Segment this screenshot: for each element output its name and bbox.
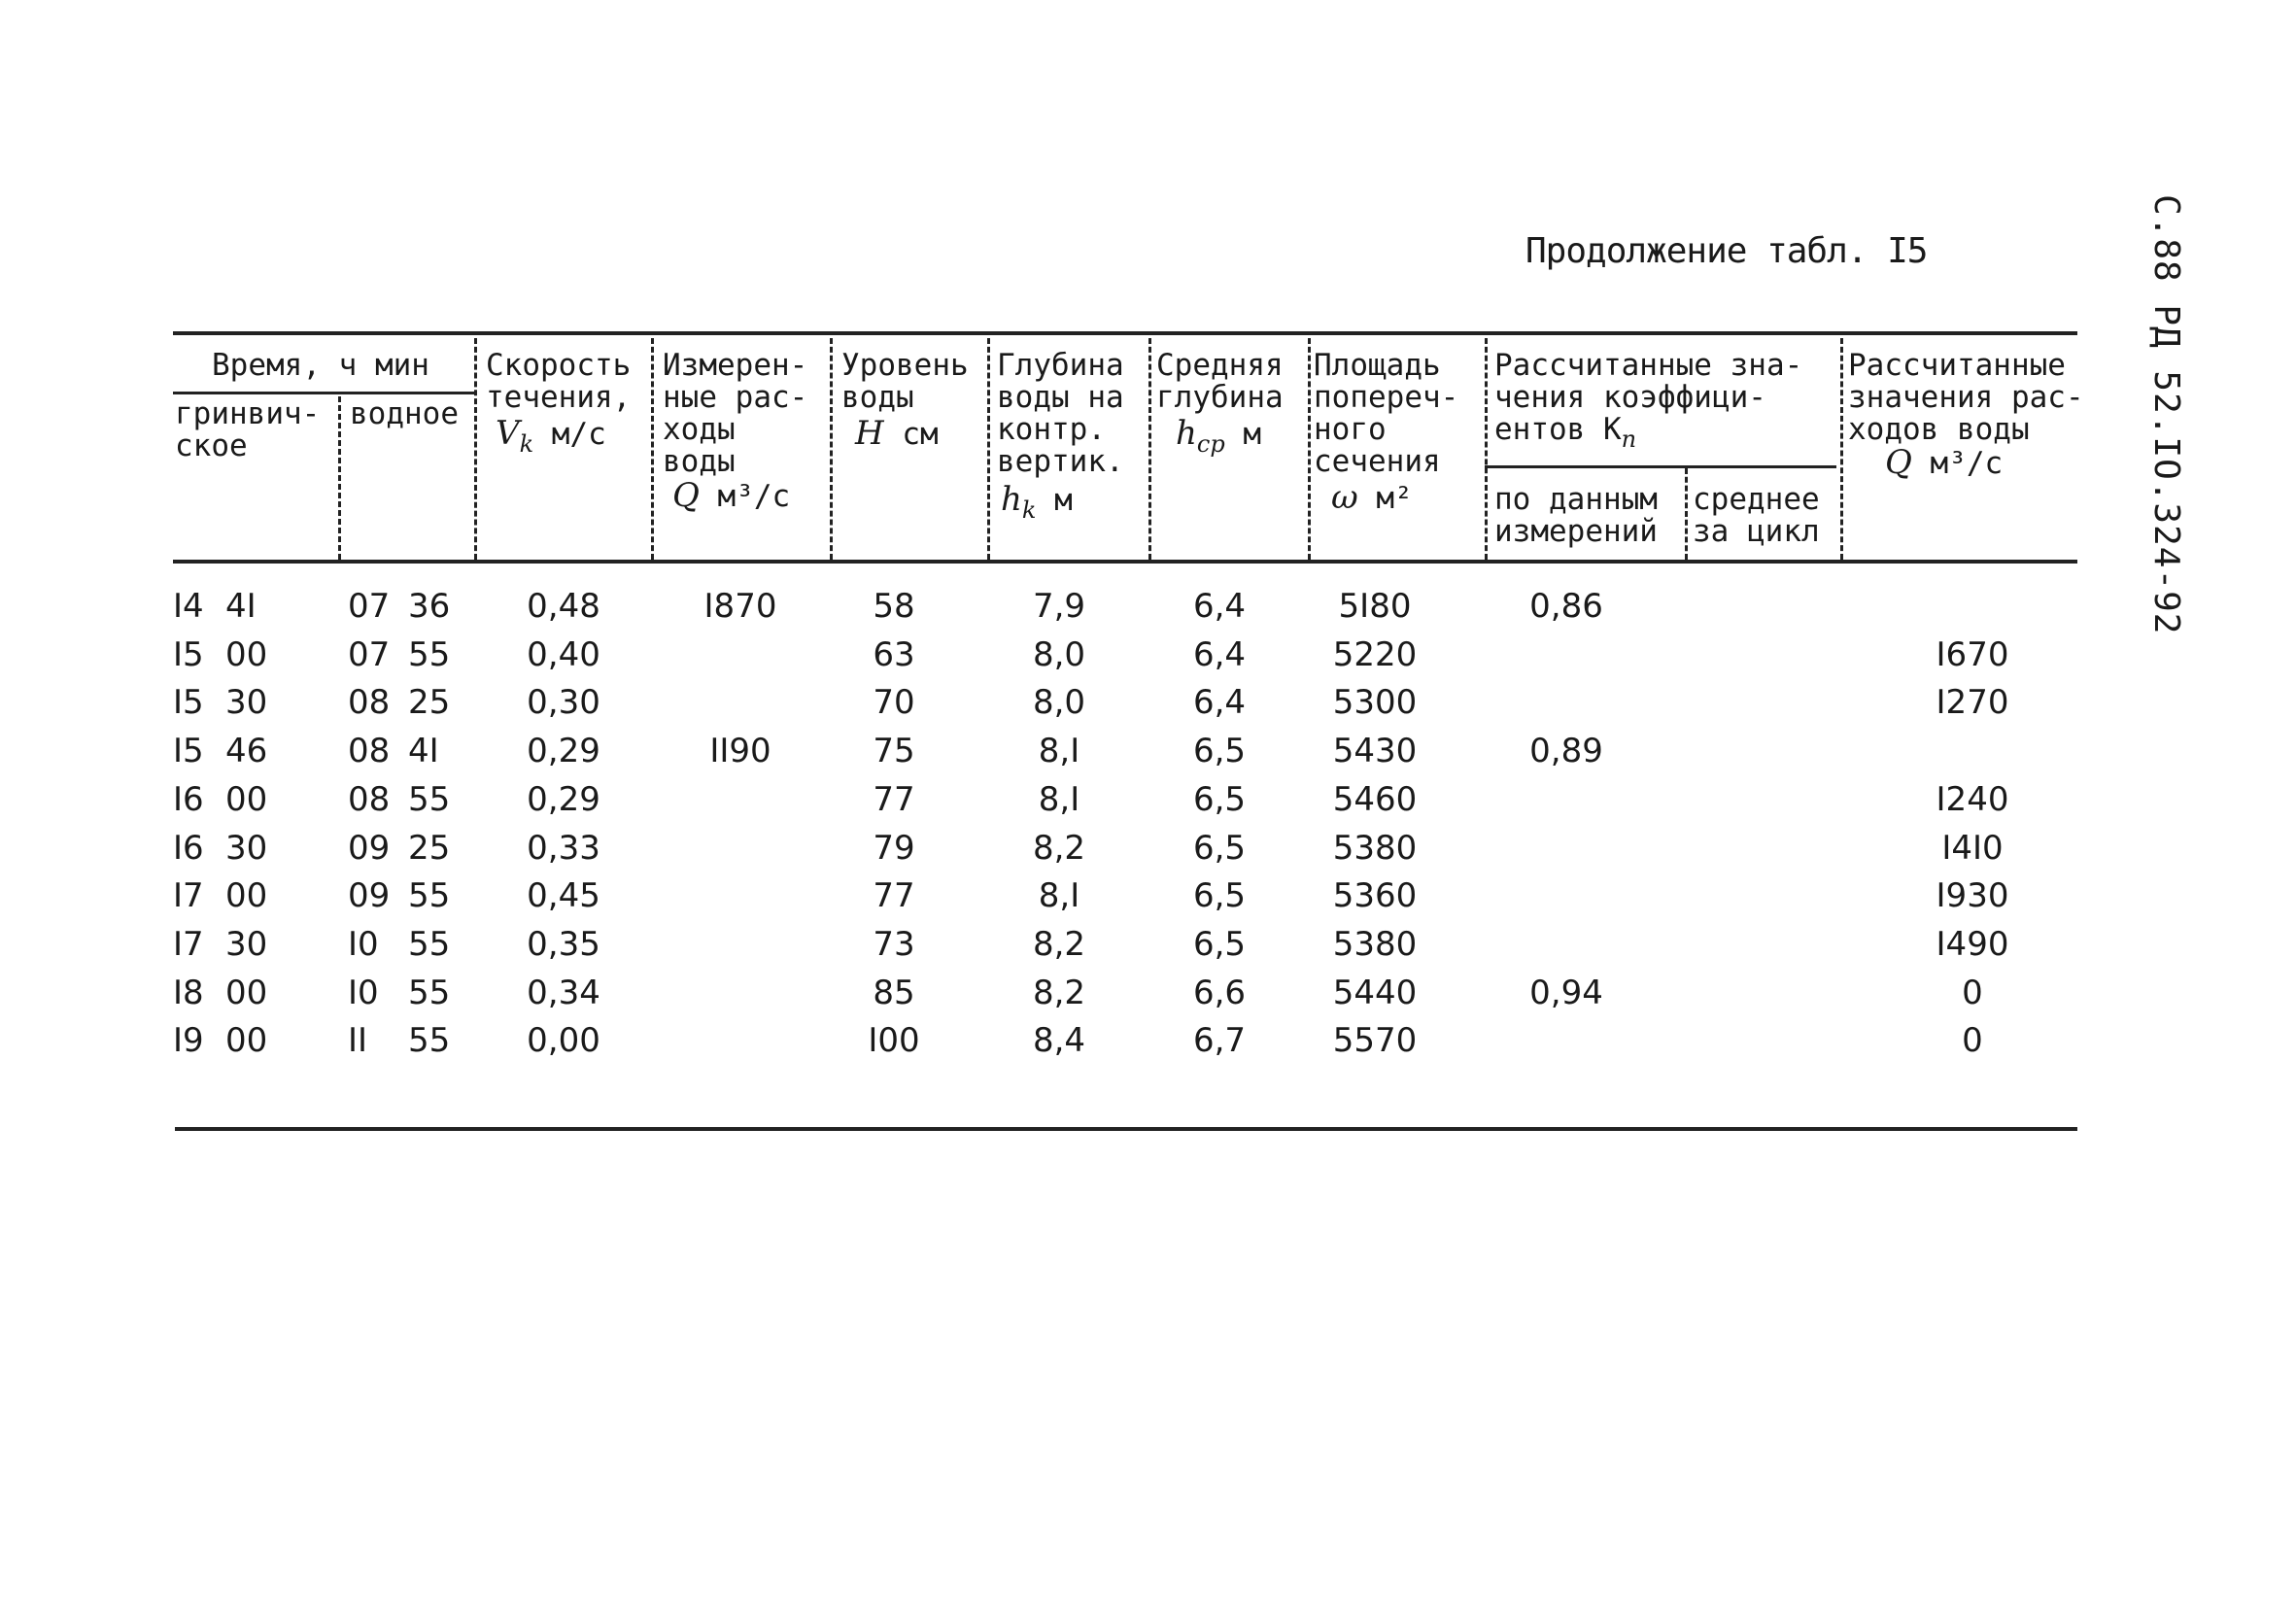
- cell-w_h: 09: [348, 876, 391, 916]
- coef-subscript: n: [1621, 426, 1637, 453]
- cell-v: 0,29: [527, 732, 600, 771]
- cell-qc: I270: [1936, 683, 2009, 723]
- cell-area: 5570: [1332, 1021, 1418, 1061]
- header-greenwich: гринвич- ское: [175, 396, 321, 463]
- cell-g_m: 00: [225, 973, 268, 1012]
- header-water-time: водное: [350, 396, 459, 431]
- cell-w_m: 55: [408, 634, 451, 674]
- cell-g_m: 30: [225, 683, 268, 723]
- cell-h: 70: [873, 683, 915, 723]
- cell-h: I00: [868, 1021, 920, 1061]
- cell-area: 5430: [1332, 732, 1418, 771]
- depth-unit: м: [1054, 483, 1073, 518]
- col-separator: [338, 396, 341, 560]
- header-area: Площадь попереч- ного сечения: [1314, 348, 1459, 479]
- cell-q: I870: [703, 587, 777, 626]
- velocity-subscript: k: [519, 430, 534, 458]
- cell-g_m: 30: [225, 924, 268, 964]
- cell-hk: 8,2: [1032, 973, 1086, 1012]
- header-area-unit: [1331, 478, 1413, 517]
- cell-hk: 8,I: [1038, 779, 1080, 819]
- cell-hk: 7,9: [1032, 587, 1086, 626]
- cell-area: 5300: [1332, 683, 1418, 723]
- header-mean-depth-unit: [1176, 414, 1262, 461]
- header-bottom-rule: [173, 560, 2077, 564]
- level-unit: см: [902, 417, 939, 452]
- cell-g_m: 46: [225, 732, 268, 771]
- cell-hk: 8,2: [1032, 828, 1086, 868]
- cell-g_m: 00: [225, 634, 268, 674]
- cell-g_h: I7: [173, 924, 204, 964]
- col-separator: [651, 338, 654, 560]
- header-coef-group: Рассчитанные зна- чения коэффици- ентов $К_n$: [1494, 348, 1803, 453]
- cell-w_h: I0: [348, 924, 379, 964]
- cell-area: 5440: [1332, 973, 1418, 1012]
- cell-g_h: I6: [173, 779, 204, 819]
- calc-discharge-symbol: Q: [1885, 443, 1912, 482]
- table-top-rule: [173, 331, 2077, 335]
- cell-area: 5I80: [1338, 587, 1412, 626]
- table-bottom-rule: [175, 1127, 2077, 1131]
- cell-hk: 8,0: [1032, 634, 1086, 674]
- level-symbol: H: [855, 414, 884, 453]
- header-measured-unit: [672, 476, 791, 515]
- mean-depth-unit: м: [1243, 417, 1262, 452]
- velocity-symbol: V: [496, 414, 520, 453]
- col-separator: [1840, 338, 1843, 560]
- cell-g_h: I5: [173, 732, 204, 771]
- cell-g_m: 4I: [225, 587, 257, 626]
- coef-group-underline: [1485, 465, 1836, 468]
- col-separator: [987, 338, 990, 560]
- cell-qc: I4I0: [1941, 828, 2004, 868]
- cell-g_h: I4: [173, 587, 204, 626]
- cell-hsr: 6,5: [1192, 924, 1247, 964]
- cell-h: 79: [873, 828, 915, 868]
- cell-g_h: I8: [173, 973, 204, 1012]
- cell-hk: 8,0: [1032, 683, 1086, 723]
- area-unit: м²: [1376, 481, 1413, 516]
- cell-v: 0,35: [527, 924, 600, 964]
- cell-w_m: 55: [408, 973, 451, 1012]
- cell-h: 63: [873, 634, 915, 674]
- header-coef-measured: по данным измерений: [1494, 482, 1658, 549]
- cell-v: 0,30: [527, 683, 600, 723]
- header-level: Уровень воды: [841, 348, 969, 415]
- cell-w_m: 55: [408, 779, 451, 819]
- cell-w_h: 08: [348, 683, 391, 723]
- cell-w_h: I0: [348, 973, 379, 1012]
- header-level-unit: [855, 414, 939, 453]
- time-group-underline: [173, 392, 476, 394]
- cell-hsr: 6,4: [1192, 587, 1247, 626]
- header-depth-unit: [1001, 480, 1073, 527]
- cell-hsr: 6,5: [1192, 876, 1247, 916]
- cell-k1: 0,86: [1529, 587, 1603, 626]
- cell-hsr: 6,5: [1192, 828, 1247, 868]
- cell-w_m: 25: [408, 828, 451, 868]
- cell-area: 5380: [1332, 828, 1418, 868]
- header-mean-depth: Средняя глубина: [1156, 348, 1284, 415]
- cell-w_h: 09: [348, 828, 391, 868]
- cell-g_m: 00: [225, 876, 268, 916]
- cell-w_m: 36: [408, 587, 451, 626]
- cell-qc: I240: [1936, 779, 2009, 819]
- cell-hsr: 6,6: [1192, 973, 1247, 1012]
- cell-w_h: 08: [348, 732, 391, 771]
- header-depth: Глубина воды на контр. вертик.: [997, 348, 1124, 479]
- cell-hk: 8,I: [1038, 732, 1080, 771]
- cell-w_m: 4I: [408, 732, 439, 771]
- cell-v: 0,40: [527, 634, 600, 674]
- area-symbol: ω: [1331, 478, 1358, 517]
- cell-g_m: 30: [225, 828, 268, 868]
- table-caption: Продолжение табл. I5: [1525, 231, 1928, 271]
- cell-hsr: 6,7: [1192, 1021, 1247, 1061]
- header-velocity: Скорость течения,: [486, 348, 632, 415]
- cell-w_m: 55: [408, 876, 451, 916]
- cell-g_h: I5: [173, 683, 204, 723]
- measured-symbol: Q: [672, 476, 700, 515]
- cell-area: 5360: [1332, 876, 1418, 916]
- col-separator: [1485, 338, 1488, 560]
- cell-v: 0,45: [527, 876, 600, 916]
- depth-subscript: k: [1021, 496, 1037, 524]
- cell-hsr: 6,4: [1192, 634, 1247, 674]
- cell-qc: I490: [1936, 924, 2009, 964]
- cell-area: 5460: [1332, 779, 1418, 819]
- depth-symbol: h: [1001, 480, 1022, 519]
- cell-g_m: 00: [225, 779, 268, 819]
- cell-h: 58: [873, 587, 915, 626]
- cell-qc: 0: [1962, 1021, 1983, 1061]
- col-separator: [1308, 338, 1311, 560]
- col-separator: [830, 338, 833, 560]
- cell-qc: I670: [1936, 634, 2009, 674]
- cell-g_h: I9: [173, 1021, 204, 1061]
- cell-hsr: 6,5: [1192, 732, 1247, 771]
- col-separator: [1685, 468, 1688, 560]
- velocity-unit: м/с: [551, 417, 606, 452]
- header-time-group: Время, ч мин: [212, 348, 429, 383]
- cell-w_m: 55: [408, 1021, 451, 1061]
- cell-hsr: 6,5: [1192, 779, 1247, 819]
- cell-h: 75: [873, 732, 915, 771]
- cell-area: 5380: [1332, 924, 1418, 964]
- cell-w_h: II: [348, 1021, 368, 1061]
- header-coef-avg: среднее за цикл: [1693, 482, 1820, 549]
- header-measured: Измерен- ные рас- ходы воды: [663, 348, 808, 479]
- cell-h: 77: [873, 779, 915, 819]
- cell-v: 0,29: [527, 779, 600, 819]
- cell-g_h: I6: [173, 828, 204, 868]
- mean-depth-symbol: h: [1176, 414, 1197, 453]
- cell-v: 0,33: [527, 828, 600, 868]
- header-calc-discharge-unit: [1885, 443, 2004, 482]
- cell-hk: 8,4: [1032, 1021, 1086, 1061]
- col-separator: [474, 338, 477, 560]
- cell-w_h: 08: [348, 779, 391, 819]
- document-id: C.88 РД 52.IO.324-92: [2146, 194, 2186, 635]
- cell-g_h: I5: [173, 634, 204, 674]
- cell-w_h: 07: [348, 587, 391, 626]
- cell-k1: 0,94: [1529, 973, 1603, 1012]
- cell-area: 5220: [1332, 634, 1418, 674]
- cell-w_m: 25: [408, 683, 451, 723]
- calc-discharge-unit: м³/с: [1930, 446, 2004, 481]
- cell-w_h: 07: [348, 634, 391, 674]
- cell-h: 85: [873, 973, 915, 1012]
- cell-v: 0,00: [527, 1021, 600, 1061]
- cell-h: 73: [873, 924, 915, 964]
- header-calc-discharge: Рассчитанные значения рас- ходов воды: [1848, 348, 2084, 447]
- cell-v: 0,34: [527, 973, 600, 1012]
- cell-hk: 8,I: [1038, 876, 1080, 916]
- cell-g_m: 00: [225, 1021, 268, 1061]
- cell-w_m: 55: [408, 924, 451, 964]
- cell-h: 77: [873, 876, 915, 916]
- cell-k1: 0,89: [1529, 732, 1603, 771]
- cell-qc: 0: [1962, 973, 1983, 1012]
- cell-q: II90: [709, 732, 771, 771]
- measured-unit: м³/с: [717, 479, 791, 514]
- header-velocity-unit: [496, 414, 606, 461]
- cell-qc: I930: [1936, 876, 2009, 916]
- col-separator: [1148, 338, 1151, 560]
- mean-depth-subscript: ср: [1196, 430, 1225, 458]
- cell-v: 0,48: [527, 587, 600, 626]
- cell-g_h: I7: [173, 876, 204, 916]
- cell-hk: 8,2: [1032, 924, 1086, 964]
- cell-hsr: 6,4: [1192, 683, 1247, 723]
